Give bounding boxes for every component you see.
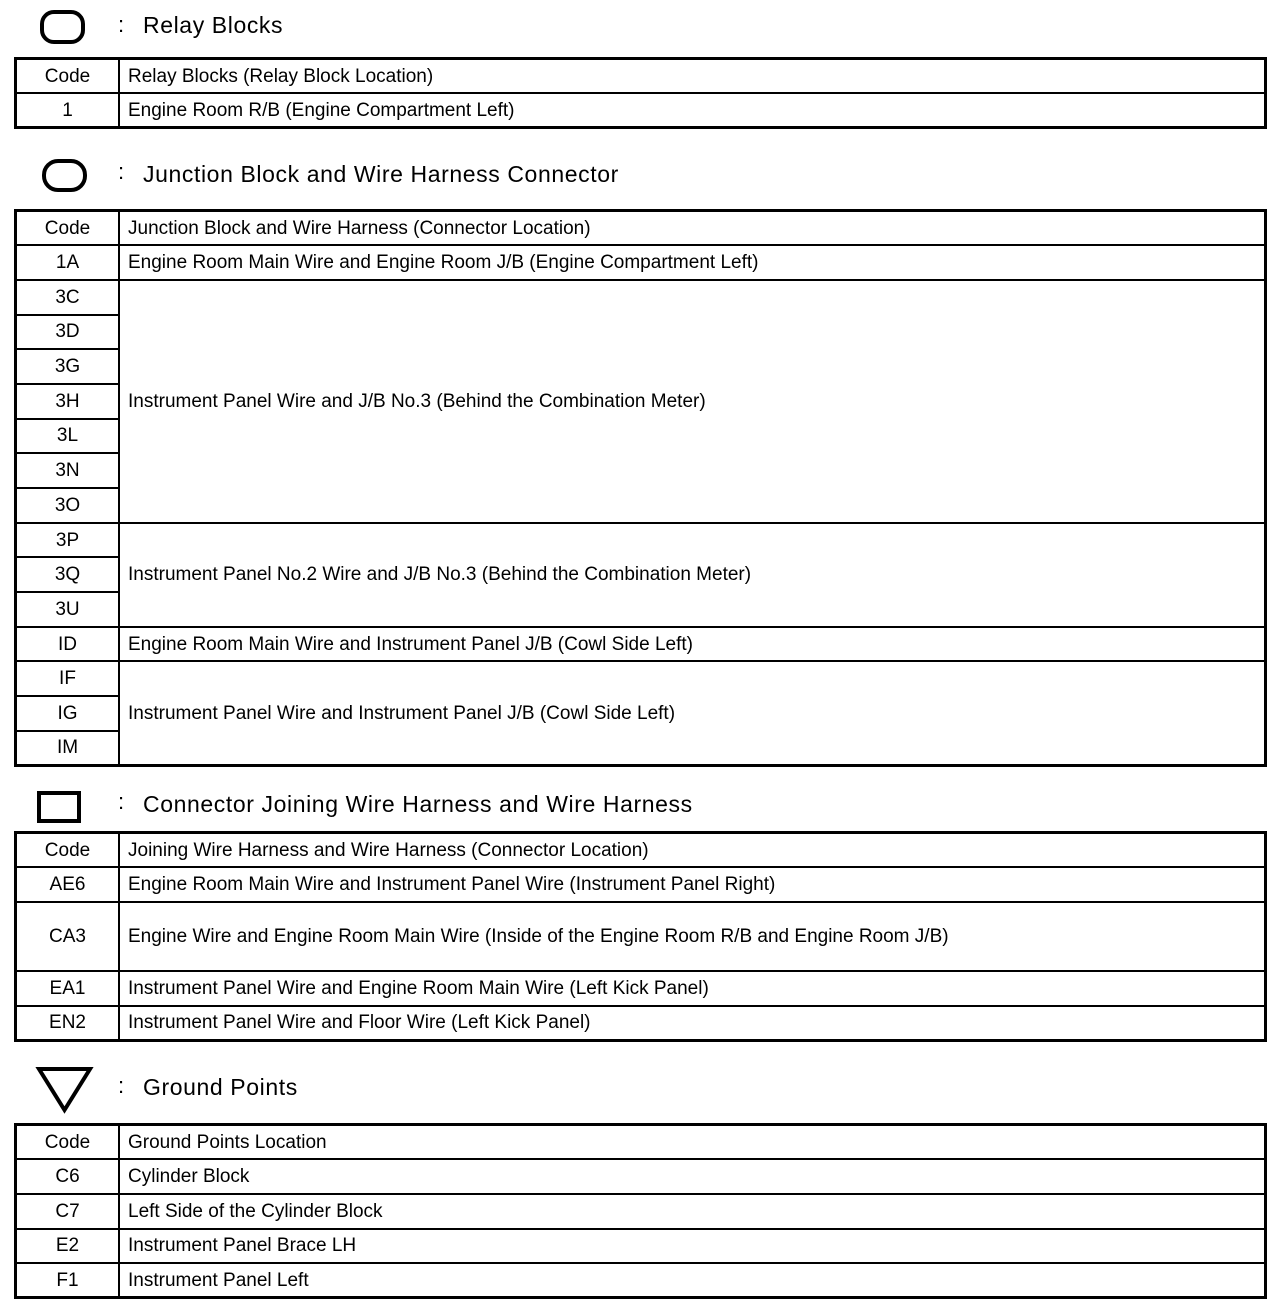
location-cell: Left Side of the Cylinder Block [119,1194,1266,1229]
code-cell: 3Q [16,557,120,592]
code-cell: 3O [16,488,120,523]
code-header: Code [16,1125,120,1160]
location-cell: Engine Room Main Wire and Instrument Panel J/B (Cowl Side Left) [119,627,1266,662]
code-cell: 3P [16,523,120,558]
section-title: Relay Blocks [143,12,284,38]
table-row [16,971,1266,1006]
down-triangle-icon [34,1064,94,1116]
location-header: Relay Blocks (Relay Block Location) [119,59,1266,94]
relay-blocks-heading [0,6,1280,46]
table-row [16,661,1266,696]
ground-points-table [14,1123,1267,1299]
code-cell: IM [16,731,120,766]
table-header-row [16,59,1266,94]
location-cell: Instrument Panel Wire and Floor Wire (Left Kick Panel) [119,1006,1266,1041]
location-cell: Engine Room Main Wire and Engine Room J/B (Engine Compartment Left) [119,245,1266,280]
legend-colon: : [118,12,125,37]
code-cell: 3C [16,280,120,315]
junction-blocks-table [14,209,1267,767]
table-row [16,93,1266,128]
table-row [16,280,1266,315]
location-cell: Instrument Panel Left [119,1263,1266,1298]
code-cell: 1 [16,93,120,128]
code-cell: IG [16,696,120,731]
section-title: Ground Points [143,1074,298,1100]
section-title: Junction Block and Wire Harness Connector [143,161,619,187]
code-header: Code [16,59,120,94]
location-header: Junction Block and Wire Harness (Connector Location) [119,211,1266,246]
code-cell: ID [16,627,120,662]
table-row [16,867,1266,902]
location-cell: Cylinder Block [119,1159,1266,1194]
location-cell: Engine Wire and Engine Room Main Wire (Inside of the Engine Room R/B and Engine Room J/B) [119,902,1266,971]
joining-connectors-heading [0,785,1280,825]
code-cell: E2 [16,1229,120,1264]
location-header: Joining Wire Harness and Wire Harness (Connector Location) [119,833,1266,868]
table-row [16,627,1266,662]
location-cell: Engine Room R/B (Engine Compartment Left) [119,93,1266,128]
code-cell: 1A [16,245,120,280]
table-row [16,902,1266,971]
code-cell: 3H [16,384,120,419]
table-row [16,1229,1266,1264]
code-cell: 3U [16,592,120,627]
table-row [16,1263,1266,1298]
location-cell: Instrument Panel Wire and J/B No.3 (Behind the Combination Meter) [119,280,1266,523]
code-cell: IF [16,661,120,696]
table-header-row [16,1125,1266,1160]
code-cell: EN2 [16,1006,120,1041]
joining-connectors-table [14,831,1267,1042]
code-cell: 3L [16,419,120,454]
code-cell: C6 [16,1159,120,1194]
code-cell: EA1 [16,971,120,1006]
rounded-rectangle-icon [40,10,85,44]
legend-colon: : [118,159,125,184]
code-header: Code [16,211,120,246]
location-cell: Instrument Panel Brace LH [119,1229,1266,1264]
code-cell: C7 [16,1194,120,1229]
table-row [16,523,1266,558]
code-cell: 3G [16,349,120,384]
legend-colon: : [118,1073,125,1098]
ground-points-heading [0,1064,1280,1104]
code-cell: 3D [16,315,120,350]
table-row [16,245,1266,280]
code-cell: CA3 [16,902,120,971]
code-cell: 3N [16,453,120,488]
code-cell: F1 [16,1263,120,1298]
square-icon [37,791,81,823]
location-cell: Instrument Panel No.2 Wire and J/B No.3 (Behind the Combination Meter) [119,523,1266,627]
table-row [16,1194,1266,1229]
code-header: Code [16,833,120,868]
section-title: Connector Joining Wire Harness and Wire Harness [143,791,693,817]
rounded-oval-icon [42,159,87,192]
location-cell: Instrument Panel Wire and Instrument Panel J/B (Cowl Side Left) [119,661,1266,765]
table-row [16,1159,1266,1194]
legend-colon: : [118,789,125,814]
junction-blocks-heading [0,155,1280,195]
location-cell: Instrument Panel Wire and Engine Room Main Wire (Left Kick Panel) [119,971,1266,1006]
location-cell: Engine Room Main Wire and Instrument Panel Wire (Instrument Panel Right) [119,867,1266,902]
table-header-row [16,211,1266,246]
table-row [16,1006,1266,1041]
relay-blocks-table [14,57,1267,129]
location-header: Ground Points Location [119,1125,1266,1160]
code-cell: AE6 [16,867,120,902]
table-header-row [16,833,1266,868]
